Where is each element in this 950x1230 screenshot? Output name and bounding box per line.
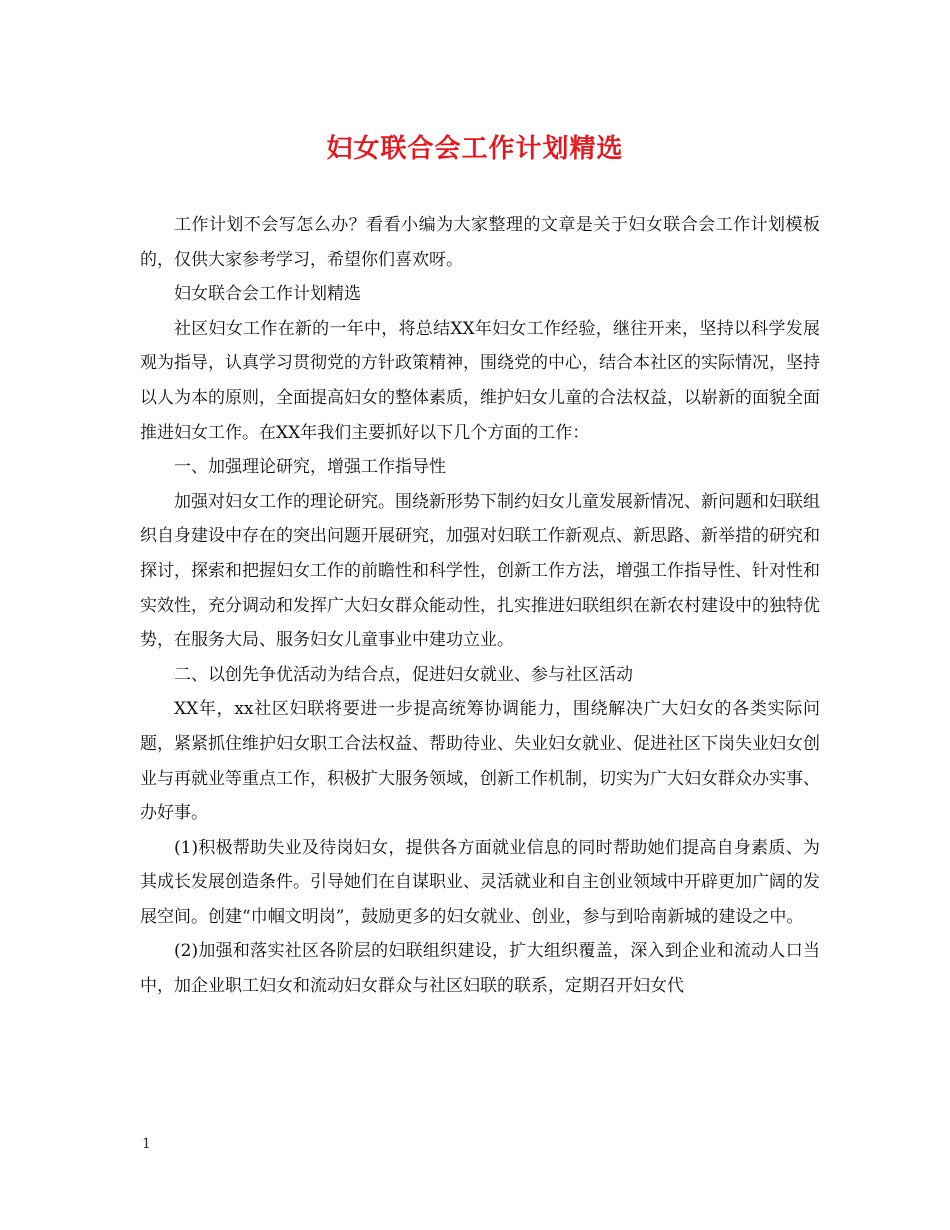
list-item-2: (2)加强和落实社区各阶层的妇联组织建设，扩大组织覆盖，深入到企业和流动人口当中，加企业职工妇女和流动妇女群众与社区妇联的联系，定期召开妇女代 xyxy=(140,941,820,997)
document-body xyxy=(140,208,820,1004)
paragraph-intro: 工作计划不会写怎么办？看看小编为大家整理的文章是关于妇女联合会工作计划模板的，仅供大家参考学习，希望你们喜欢呀。 xyxy=(140,215,820,270)
paragraph-section-1: 加强对妇女工作的理论研究。围绕新形势下制约妇女儿童发展新情况、新问题和妇联组织自身建设中存在的突出问题开展研究，加强对妇联工作新观点、新思路、新举措的研究和探讨，探索和把握妇女工作的前瞻性和科学性，创新工作方法，增强工作指导性、针对性和实效性，充分调动和发挥广大妇女群众能动性，扎实推进妇联组织在新农村建设中的独特优势，在服务大局、服务妇女儿童事业中建功立业。 xyxy=(140,491,820,651)
page-number: 1 xyxy=(142,1136,151,1152)
section-heading-1: 一、加强理论研究，增强工作指导性 xyxy=(174,457,446,478)
list-item-1: (1)积极帮助失业及待岗妇女，提供各方面就业信息的同时帮助她们提高自身素质、为其成长发展创造条件。引导她们在自谋职业、灵活就业和自主创业领域中开辟更加广阔的发展空间。创建“巾帼文明岗”，鼓励更多的妇女就业、创业，参与到哈南新城的建设之中。 xyxy=(140,837,820,927)
section-heading-2: 二、以创先争优活动为结合点，促进妇女就业、参与社区活动 xyxy=(174,664,633,685)
paragraph-overview: 社区妇女工作在新的一年中，将总结XX年妇女工作经验，继往开来，坚持以科学发展观为指导，认真学习贯彻党的方针政策精神，围绕党的中心，结合本社区的实际情况，坚持以人为本的原则，全面提高妇女的整体素质，维护妇女儿童的合法权益，以崭新的面貌全面推进妇女工作。在XX年我们主要抓好以下几个方面的工作： xyxy=(140,318,820,443)
paragraph-section-2: XX年，xx社区妇联将要进一步提高统筹协调能力，围绕解决广大妇女的各类实际问题，紧紧抓住维护妇女职工合法权益、帮助待业、失业妇女就业、促进社区下岗失业妇女创业与再就业等重点工作，积极扩大服务领域，创新工作机制，切实为广大妇女群众办实事、办好事。 xyxy=(140,699,820,824)
document-title: 妇女联合会工作计划精选 xyxy=(326,134,624,164)
paragraph-subtitle: 妇女联合会工作计划精选 xyxy=(174,284,361,305)
